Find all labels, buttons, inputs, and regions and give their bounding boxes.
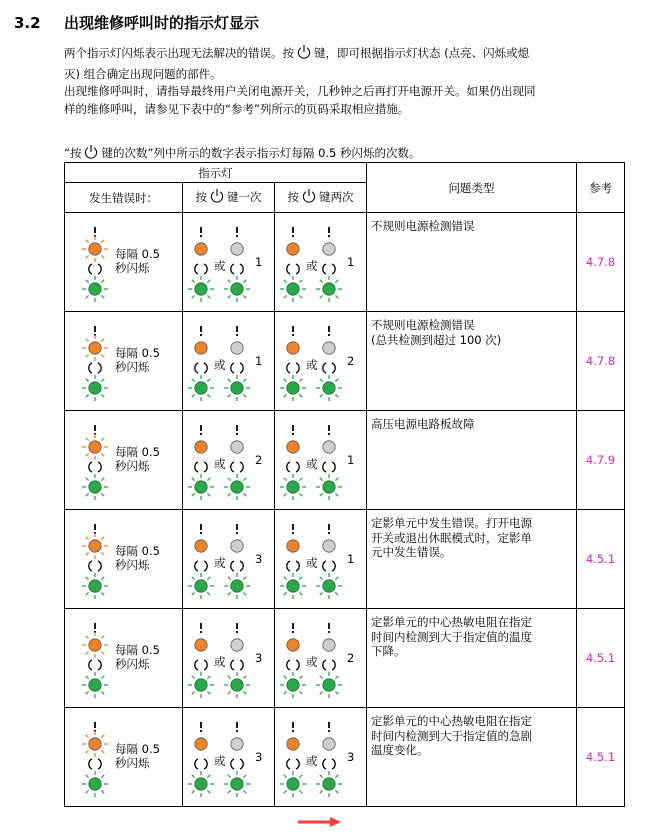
press-twice-cell <box>275 411 367 510</box>
problem-text: 定影单元的中心热敏电阻在指定 时间内检测到大于指定值的急剧 温度变化。 <box>371 714 533 757</box>
problem-type-cell <box>367 213 577 312</box>
error-led-icon <box>75 518 115 602</box>
press-once-cell <box>183 510 275 609</box>
header-on-error: 发生错误时： <box>65 183 183 213</box>
blink-label-2: 秒闪烁 <box>115 459 150 473</box>
problem-text: 不规则电源检测错误 (总共检测到超过 100 次) <box>371 318 502 347</box>
section-number: 3.2 <box>14 14 41 32</box>
power-icon <box>296 44 312 66</box>
press-once-b: 键一次 <box>227 190 262 204</box>
blink-count: 2 <box>347 354 355 368</box>
error-led-cell <box>65 609 183 708</box>
press-once-cell <box>183 213 275 312</box>
problem-type-cell <box>367 708 577 807</box>
reference-link[interactable]: 4.7.8 <box>585 255 616 269</box>
or-label: 或 <box>214 358 226 372</box>
error-led-cell <box>65 312 183 411</box>
or-label: 或 <box>306 358 318 372</box>
intro-line1-a: 两个指示灯闪烁表示出现无法解决的错误。按 <box>64 46 294 60</box>
blink-label-2: 秒闪烁 <box>115 360 150 374</box>
blink-label-1: 每隔 0.5 <box>115 643 160 657</box>
note-part-a: “按 <box>64 146 82 160</box>
intro-line4: 样的维修呼叫，请参见下表中的“参考”列所示的页码采取相应措施。 <box>64 101 410 116</box>
press-twice-cell <box>275 312 367 411</box>
table-row <box>65 312 625 411</box>
table-row <box>65 510 625 609</box>
error-led-cell <box>65 708 183 807</box>
blink-label-1: 每隔 0.5 <box>115 742 160 756</box>
intro-paragraph <box>64 44 629 118</box>
press-twice-cell <box>275 213 367 312</box>
reference-link[interactable]: 4.5.1 <box>585 651 616 665</box>
error-led-icon <box>75 716 115 800</box>
header-indicator: 指示灯 <box>65 163 367 183</box>
power-icon <box>83 144 99 163</box>
intro-line1-b: 键，即可根据指示灯状态 (点亮、闪烁或熄 <box>314 46 530 60</box>
intro-line3: 出现维修呼叫时，请指导最终用户关闭电源开关，几秒钟之后再打开电源开关。如果仍出现同 <box>64 84 536 98</box>
reference-cell <box>577 609 625 708</box>
table-row <box>65 708 625 807</box>
or-label: 或 <box>306 457 318 471</box>
reference-cell <box>577 312 625 411</box>
table-row <box>65 213 625 312</box>
next-page-arrow-icon <box>296 813 342 832</box>
error-led-cell <box>65 213 183 312</box>
table-row <box>65 609 625 708</box>
header-press-once <box>183 183 275 213</box>
press-once-cell <box>183 609 275 708</box>
error-led-cell <box>65 411 183 510</box>
blink-label-2: 秒闪烁 <box>115 558 150 572</box>
error-led-icon <box>75 419 115 503</box>
blink-count: 3 <box>255 651 263 665</box>
section-heading <box>14 12 259 33</box>
table-note <box>64 144 421 163</box>
error-led-cell <box>65 510 183 609</box>
reference-link[interactable]: 4.7.9 <box>585 453 616 467</box>
blink-count: 1 <box>347 255 355 269</box>
blink-label-1: 每隔 0.5 <box>115 445 160 459</box>
reference-cell <box>577 213 625 312</box>
or-label: 或 <box>214 655 226 669</box>
press-once-cell <box>183 312 275 411</box>
press-twice-cell <box>275 609 367 708</box>
press-twice-a: 按 <box>287 190 299 204</box>
blink-count: 3 <box>347 750 355 764</box>
power-icon <box>301 188 317 207</box>
blink-count: 1 <box>347 453 355 467</box>
header-press-twice <box>275 183 367 213</box>
problem-type-cell <box>367 312 577 411</box>
blink-label-2: 秒闪烁 <box>115 657 150 671</box>
problem-text: 不规则电源检测错误 <box>371 219 475 233</box>
power-icon <box>209 188 225 207</box>
intro-line2: 灭) 组合确定出现问题的部件。 <box>64 66 222 81</box>
blink-count: 1 <box>255 255 263 269</box>
or-label: 或 <box>214 754 226 768</box>
header-problem-type: 问题类型 <box>367 163 577 213</box>
or-label: 或 <box>214 556 226 570</box>
reference-cell <box>577 411 625 510</box>
blink-count: 1 <box>347 552 355 566</box>
service-call-table <box>64 162 625 807</box>
or-label: 或 <box>306 655 318 669</box>
blink-count: 3 <box>255 750 263 764</box>
press-once-a: 按 <box>195 190 207 204</box>
reference-link[interactable]: 4.7.8 <box>585 354 616 368</box>
reference-cell <box>577 510 625 609</box>
press-once-cell <box>183 411 275 510</box>
header-reference: 参考 <box>577 163 625 213</box>
blink-count: 1 <box>255 354 263 368</box>
or-label: 或 <box>214 457 226 471</box>
blink-count: 3 <box>255 552 263 566</box>
reference-cell <box>577 708 625 807</box>
problem-text: 定影单元中发生错误。打开电源 开关或退出休眠模式时，定影单 元中发生错误。 <box>371 516 533 559</box>
reference-link[interactable]: 4.5.1 <box>585 750 616 764</box>
error-led-icon <box>75 617 115 701</box>
or-label: 或 <box>214 259 226 273</box>
or-label: 或 <box>306 259 318 273</box>
table-row <box>65 411 625 510</box>
error-led-icon <box>75 221 115 305</box>
blink-label-1: 每隔 0.5 <box>115 544 160 558</box>
press-twice-cell <box>275 510 367 609</box>
blink-count: 2 <box>347 651 355 665</box>
problem-text: 高压电源电路板故障 <box>371 417 475 431</box>
problem-type-cell <box>367 609 577 708</box>
blink-count: 2 <box>255 453 263 467</box>
blink-label-2: 秒闪烁 <box>115 261 150 275</box>
press-twice-b: 键两次 <box>319 190 354 204</box>
blink-label-2: 秒闪烁 <box>115 756 150 770</box>
or-label: 或 <box>306 556 318 570</box>
press-once-cell <box>183 708 275 807</box>
error-led-icon <box>75 320 115 404</box>
blink-label-1: 每隔 0.5 <box>115 346 160 360</box>
press-twice-cell <box>275 708 367 807</box>
problem-text: 定影单元的中心热敏电阻在指定 时间内检测到大于指定值的温度 下降。 <box>371 615 533 658</box>
blink-label-1: 每隔 0.5 <box>115 247 160 261</box>
note-part-b: 键的次数”列中所示的数字表示指示灯每隔 0.5 秒闪烁的次数。 <box>101 146 421 160</box>
problem-type-cell <box>367 411 577 510</box>
problem-type-cell <box>367 510 577 609</box>
reference-link[interactable]: 4.5.1 <box>585 552 616 566</box>
section-title: 出现维修呼叫时的指示灯显示 <box>64 14 260 32</box>
or-label: 或 <box>306 754 318 768</box>
